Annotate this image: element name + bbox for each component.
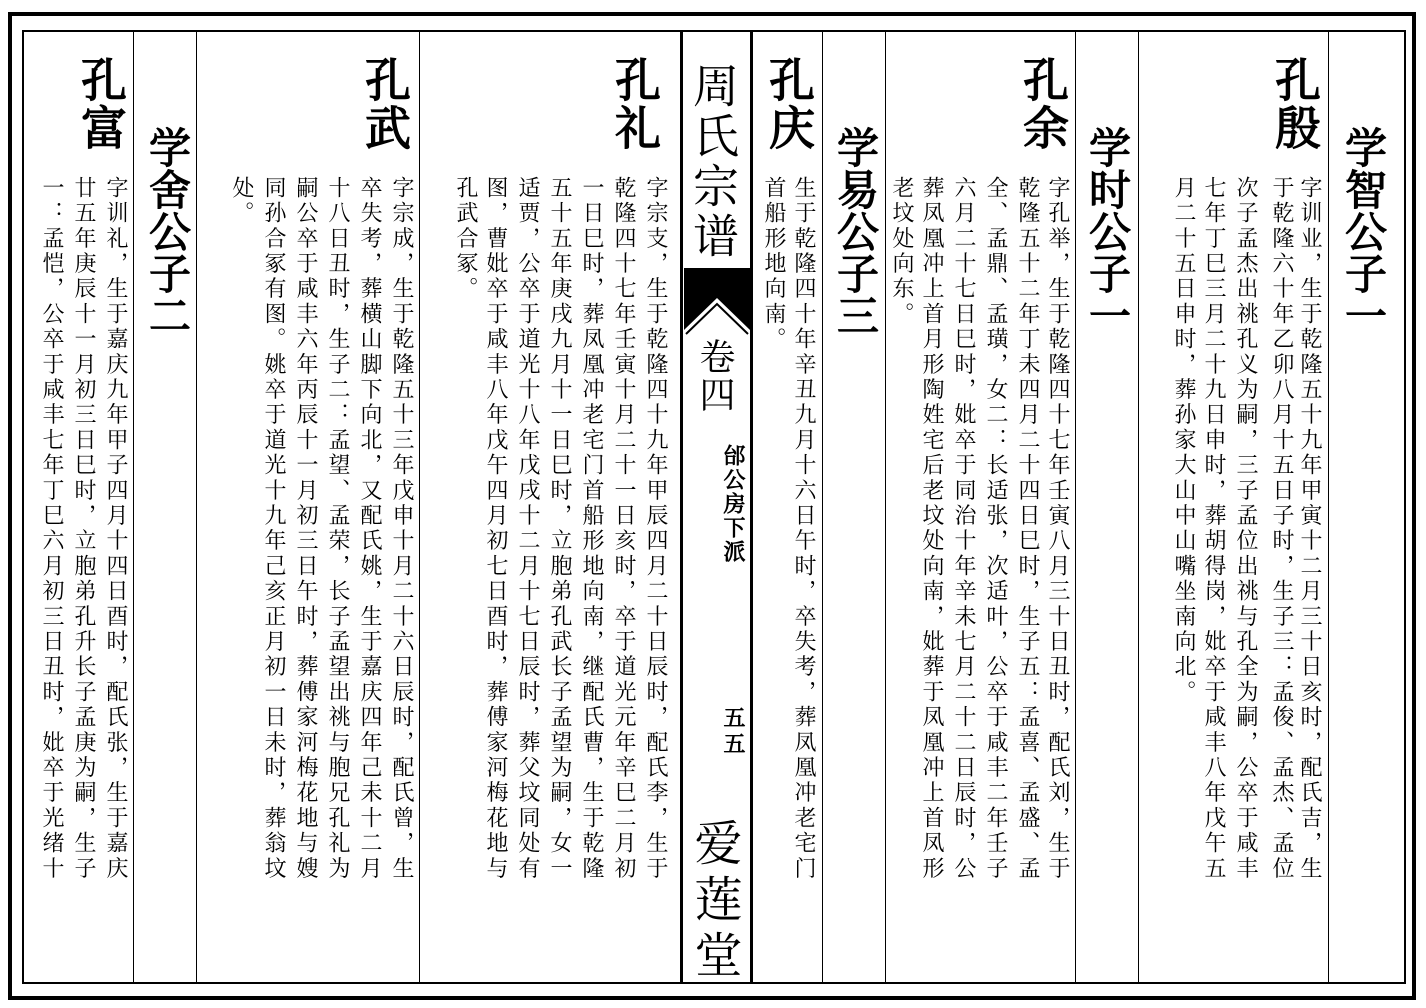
entry-heading: 学智公子一: [1339, 126, 1388, 336]
entry-heading: 学易公子三: [831, 126, 880, 336]
entry-text-line: 乾隆五十二年丁未四月二十四日巳时，生子五：孟喜、孟盛、孟: [1015, 176, 1040, 882]
entry-text-line: 生于乾隆四十年辛丑九月十六日午时，卒失考，葬凤凰冲老宅门: [791, 176, 816, 882]
person-name: 孔礼: [608, 56, 662, 152]
entry-heading: 学时公子一: [1083, 126, 1132, 336]
entry-text-line: 适贾，公卒于道光十八年戊戌十二月十七日辰时，葬父坟同处有: [515, 176, 540, 882]
entry-text-line: 全、孟鼎、孟璜，女二：长适张，次适叶，公卒于咸丰二年壬子: [983, 176, 1008, 882]
entry-text-line: 次子孟杰出祧孔义为嗣，三子孟位出祧与孔全为嗣，公卒于咸丰: [1233, 176, 1258, 882]
entry-text-line: 图，曹妣卒于咸丰八年戊午四月初七日酉时，葬傅家河梅花地与: [483, 176, 508, 882]
entry-text-line: 处。: [229, 176, 254, 227]
entry-text-line: 孔武合冢。: [453, 176, 478, 302]
entry-text-line: 字宗支，生于乾隆四十九年甲辰四月二十日辰时，配氏李，生于: [643, 176, 668, 882]
entry-text-line: 首船形地向南。: [761, 176, 786, 353]
entry-text-line: 廿五年庚辰十一月初三日巳时，立胞弟孔升长子孟庚为嗣，生子: [71, 176, 96, 882]
entry-text-line: 嗣公卒于咸丰六年丙辰十一月初三日午时，葬傅家河梅花地与嫂: [293, 176, 318, 882]
column-divider: [1328, 30, 1329, 984]
spine-volume: 卷四: [694, 338, 735, 414]
entry-text-line: 一：孟恺，公卒于咸丰七年丁巳六月初三日丑时，妣卒于光绪十: [39, 176, 64, 882]
spine-page-number: 五五: [720, 706, 746, 758]
entry-text-line: 五十五年庚戌九月十一日巳时，立胞弟孔武长子孟望为嗣，女一: [547, 176, 572, 882]
column-divider: [133, 30, 134, 984]
entry-text-line: 字宗成，生于乾隆五十三年戊申十月二十六日辰时，配氏曾，生: [389, 176, 414, 882]
entry-heading: 学舍公子二: [143, 126, 192, 336]
entry-text-line: 于乾隆六十年乙卯八月十五日子时，生子三：孟俊、孟杰、孟位: [1269, 176, 1294, 882]
entry-text-line: 老坟处向东。: [889, 176, 914, 328]
entry-text-line: 六月二十七日巳时，妣卒于同治十年辛未七月二十二日辰时，公: [951, 176, 976, 882]
entry-text-line: 葬凤凰冲上首月形陶姓宅后老坟处向南，妣葬于凤凰冲上首凤形: [919, 176, 944, 882]
entry-text-line: 字孔举，生于乾隆四十七年壬寅八月三十日丑时，配氏刘，生于: [1045, 176, 1070, 882]
person-name: 孔武: [358, 56, 412, 152]
entry-text-line: 字训礼，生于嘉庆九年甲子四月十四日酉时，配氏张，生于嘉庆: [103, 176, 128, 882]
entry-text-line: 月二十五日申时，葬孙家大山中山嘴坐南向北。: [1171, 176, 1196, 706]
column-divider: [885, 30, 886, 984]
spine-border-right: [750, 30, 753, 984]
entry-text-line: 字训业，生于乾隆五十九年甲寅十二月三十日亥时，配氏吉，生: [1297, 176, 1322, 882]
column-divider: [419, 30, 420, 984]
column-divider: [822, 30, 823, 984]
entry-text-line: 同孙合冢有图。姚卒于道光十九年己亥正月初一日未时，葬翁坟: [261, 176, 286, 882]
column-divider: [1138, 30, 1139, 984]
spine-title: 周氏宗谱: [686, 62, 740, 262]
person-name: 孔庆: [762, 56, 816, 152]
entry-text-line: 卒失考，葬横山脚下向北，又配氏姚，生于嘉庆四年己未十二月: [357, 176, 382, 882]
column-divider: [1075, 30, 1076, 984]
entry-text-line: 一日巳时，葬凤凰冲老宅门首船形地向南，继配氏曹，生于乾隆: [579, 176, 604, 882]
spine-hall-name: 爱莲堂: [686, 818, 742, 986]
entry-text-line: 十八日丑时，生子二：孟望、孟荣，长子孟望出祧与胞兄孔礼为: [325, 176, 350, 882]
fishtail-mark-icon: [684, 268, 750, 348]
spine-branch: 邰公房下派: [720, 444, 746, 564]
entry-text-line: 乾隆四十七年壬寅十月二十一日亥时，卒于道光元年辛巳二月初: [611, 176, 636, 882]
entry-text-line: 七年丁巳三月二十九日申时，葬胡得岗，妣卒于咸丰八年戊午五: [1201, 176, 1226, 882]
person-name: 孔富: [74, 56, 128, 152]
person-name: 孔殷: [1268, 56, 1322, 152]
spine-border-left: [680, 30, 683, 984]
person-name: 孔余: [1016, 56, 1070, 152]
column-divider: [196, 30, 197, 984]
